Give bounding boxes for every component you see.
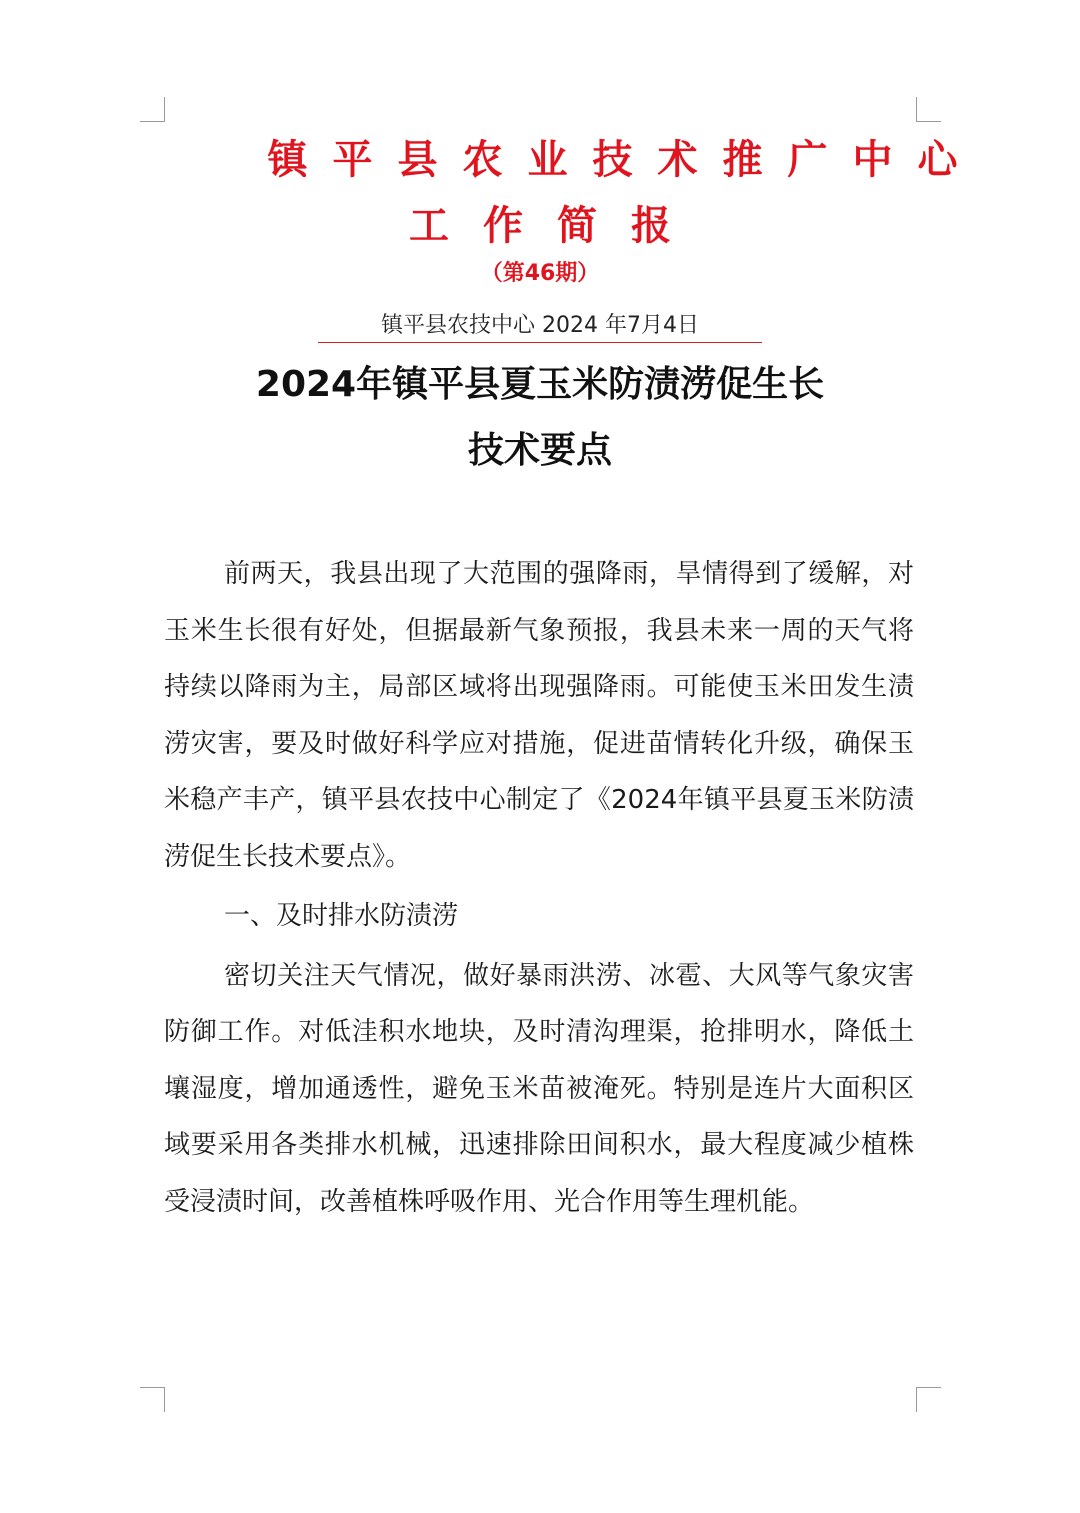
section-paragraph: 密切关注天气情况，做好暴雨洪涝、冰雹、大风等气象灾害防御工作。对低洼积水地块，及时清沟理渠，抢排明水，降低土壤湿度，增加通透性，避免玉米苗被淹死。特别是连片大面积区域要采用各类排水机械，迅速排除田间积水，最大程度减少植株受浸渍时间，改善植株呼吸作用、光合作用等生理机能。	[164, 960, 914, 1217]
issue-number: （第46期）	[480, 261, 600, 286]
org-name: 镇平县农业技术推广中心	[267, 137, 983, 183]
crop-mark-bottom-right	[916, 1387, 941, 1412]
document-title-line1: 2024年镇平县夏玉米防渍涝促生长	[255, 364, 825, 405]
bulletin-title: 工作简报	[409, 203, 705, 249]
crop-mark-top-left	[140, 97, 165, 122]
crop-mark-bottom-left	[140, 1387, 165, 1412]
dateline: 镇平县农技中心 2024 年7月4日	[318, 310, 762, 343]
crop-mark-top-right	[916, 97, 941, 122]
document-title-line2: 技术要点	[467, 430, 612, 471]
section-heading: 一、及时排水防渍涝	[224, 901, 459, 931]
intro-paragraph: 前两天，我县出现了大范围的强降雨，旱情得到了缓解，对玉米生长很有好处，但据最新气象预报，我县未来一周的天气将持续以降雨为主，局部区域将出现强降雨。可能使玉米田发生渍涝灾害，要及时做好科学应对措施，促进苗情转化升级，确保玉米稳产丰产，镇平县农技中心制定了《2024年镇平县夏玉米防渍涝促生长技术要点》。	[164, 559, 914, 872]
document-body	[164, 546, 914, 1230]
